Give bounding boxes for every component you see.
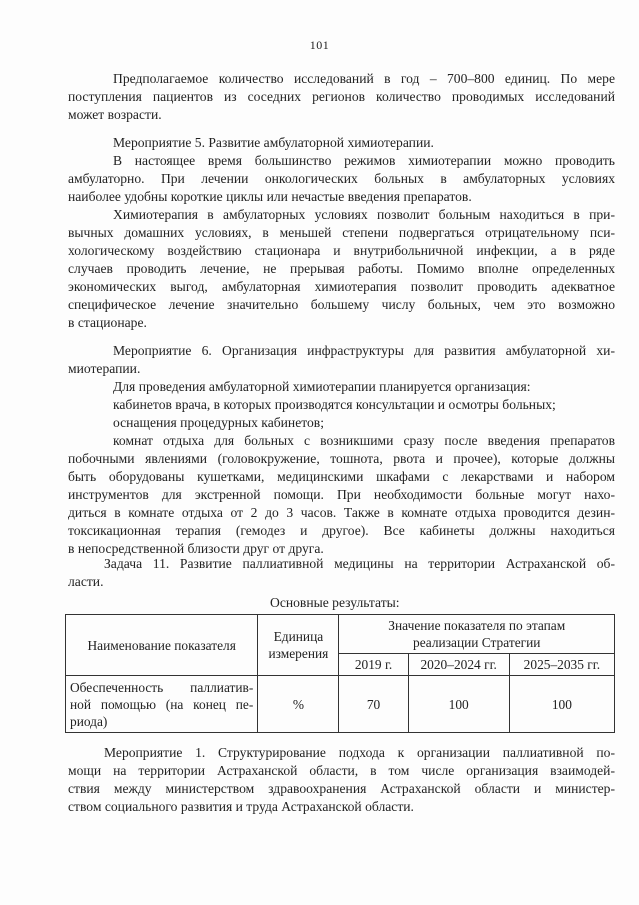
task-heading: Задача 11. Развитие паллиативной медицины на территории Астраханской об- bbox=[104, 556, 615, 571]
text-line: мощи на территории Астраханской области, в том числе организация взаимодей- bbox=[68, 763, 615, 778]
header-unit-line: Единица bbox=[273, 629, 324, 644]
list-item: кабинетов врача, в которых производятся консультации и осмотры больных; bbox=[113, 397, 556, 412]
header-unit-line: измерения bbox=[268, 646, 329, 661]
section-heading: Мероприятие 1. Структурирование подхода к организации паллиативной по- bbox=[104, 745, 615, 760]
text-line: поступления пациентов из соседних регионов количество проводимых исследований bbox=[68, 89, 615, 104]
header-value-line: Значение показателя по этапам bbox=[388, 618, 566, 633]
unit-cell: % bbox=[258, 676, 339, 733]
header-unit bbox=[258, 615, 339, 676]
text-line: специфическое лечение значительно большему числу больных, чем это возможно bbox=[68, 297, 615, 312]
text-line: Предполагаемое количество исследований в год – 700–800 единиц. По мере bbox=[113, 71, 615, 86]
text-line: токсикационная терапия (гемодез и другое). Все кабинеты должны находиться bbox=[68, 523, 615, 538]
list-item: комнат отдыха для больных с возникшими сразу после введения препаратов bbox=[113, 433, 615, 448]
text-line: хологическому воздействию стационара и внутрибольничной инфекции, а в ряде bbox=[68, 243, 615, 258]
header-year: 2025–2035 гг. bbox=[509, 654, 614, 676]
text-line: миотерапии. bbox=[68, 361, 141, 376]
value-cell: 100 bbox=[509, 676, 614, 733]
task-heading: ласти. bbox=[68, 574, 104, 589]
text-line: ствия между министерством здравоохранения Астраханской области и министер- bbox=[68, 781, 615, 796]
header-year: 2019 г. bbox=[339, 654, 408, 676]
value-cell: 100 bbox=[408, 676, 509, 733]
table-title: Основные результаты: bbox=[270, 595, 400, 610]
text-line: амбулаторно. При лечении онкологических больных в амбулаторных условиях bbox=[68, 171, 615, 186]
text-line: в стационаре. bbox=[68, 315, 147, 330]
table-row bbox=[66, 676, 615, 733]
header-value-line: реализации Стратегии bbox=[413, 635, 541, 650]
text-line: в непосредственной близости друг от друга. bbox=[68, 541, 324, 556]
text-line: вычных домашних условиях, в меньшей степени подвергаться отрицательному пси- bbox=[68, 225, 615, 240]
text-line: наиболее удобны короткие циклы или нечастые введения препаратов. bbox=[68, 189, 472, 204]
value-cell: 70 bbox=[339, 676, 408, 733]
indicator-name-line: риода) bbox=[70, 713, 108, 729]
header-year: 2020–2024 гг. bbox=[408, 654, 509, 676]
list-item: оснащения процедурных кабинетов; bbox=[113, 415, 324, 430]
results-table bbox=[65, 614, 615, 733]
section-heading: Мероприятие 6. Организация инфраструктуры для развития амбулаторной хи- bbox=[113, 343, 615, 358]
text-line: диться в комнате отдыха от 2 до 3 часов. Также в комнате отдыха проводится дезин- bbox=[68, 505, 615, 520]
indicator-name-line: ной помощью (на конец пе- bbox=[70, 696, 254, 712]
text-line: случаев проводить лечение, не прерывая работы. Помимо вполне определенных bbox=[68, 261, 615, 276]
header-indicator-name: Наименование показателя bbox=[66, 615, 258, 676]
text-line: Для проведения амбулаторной химиотерапии планируется организация: bbox=[113, 379, 531, 394]
section-heading: Мероприятие 5. Развитие амбулаторной химиотерапии. bbox=[113, 135, 434, 150]
text-line: побочными явлениями (головокружение, тошнота, рвота и прочее), которые должны bbox=[68, 451, 615, 466]
indicator-name-cell bbox=[66, 676, 258, 733]
text-line: В настоящее время большинство режимов химиотерапии можно проводить bbox=[113, 153, 615, 168]
indicator-name-line: Обеспеченность паллиатив- bbox=[70, 679, 254, 695]
text-line: быть оборудованы кушетками, медицинскими шкафами с лекарствами и набором bbox=[68, 469, 615, 484]
text-line: может возрасти. bbox=[68, 107, 162, 122]
text-line: ством социального развития и труда Астраханской области. bbox=[68, 799, 414, 814]
page-number: 101 bbox=[309, 38, 330, 52]
text-line: Химиотерапия в амбулаторных условиях позволит больным находиться в при- bbox=[113, 207, 615, 222]
text-line: экономических выгод, амбулаторная химиотерапия позволит проводить адекватное bbox=[68, 279, 615, 294]
text-line: инструментов для экстренной помощи. При необходимости больные могут нахо- bbox=[68, 487, 615, 502]
table-header-row bbox=[66, 615, 615, 654]
header-value bbox=[339, 615, 615, 654]
